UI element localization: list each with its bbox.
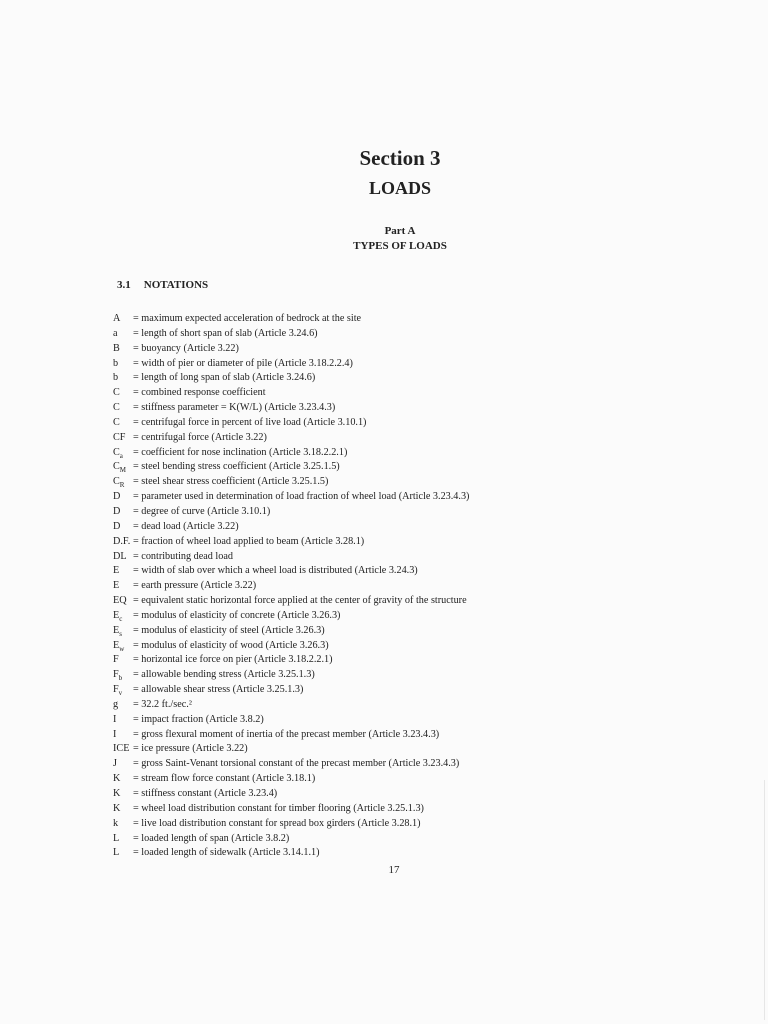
notation-symbol	[113, 594, 133, 609]
notation-definition: = modulus of elasticity of concrete (Article 3.26.3)	[133, 609, 341, 621]
notation-symbol-base: L	[113, 832, 120, 844]
notation-symbol	[113, 653, 133, 668]
notation-row	[113, 357, 633, 372]
subsection-number: 3.1	[117, 279, 131, 291]
notation-symbol-base: CF	[113, 431, 126, 443]
notation-symbol	[113, 668, 133, 683]
notation-definition: = earth pressure (Article 3.22)	[133, 580, 257, 592]
notation-symbol-subscript: s	[119, 629, 122, 638]
section-heading: Section 3	[359, 146, 441, 170]
notation-row	[113, 787, 633, 802]
notation-symbol	[113, 490, 133, 505]
notation-symbol	[113, 802, 133, 817]
notation-definition: = length of short span of slab (Article 3.24.6)	[133, 327, 318, 339]
notation-symbol-base: a	[113, 327, 118, 339]
notation-row	[113, 639, 633, 654]
notation-definition: = buoyancy (Article 3.22)	[133, 342, 239, 354]
notation-symbol-base: EQ	[113, 595, 127, 607]
notation-symbol	[113, 550, 133, 565]
notation-definition: = coefficient for nose inclination (Article 3.18.2.2.1)	[133, 446, 348, 458]
notation-row	[113, 832, 633, 847]
notation-definition: = steel bending stress coefficient (Article 3.25.1.5)	[133, 461, 340, 473]
notation-symbol	[113, 386, 133, 401]
notation-symbol-subscript: a	[119, 451, 123, 460]
notation-symbol	[113, 757, 133, 772]
notation-row	[113, 594, 633, 609]
notation-symbol	[113, 846, 133, 861]
notation-definition: = modulus of elasticity of wood (Article 3.26.3)	[133, 639, 329, 651]
notation-symbol	[113, 698, 133, 713]
notation-definition: = combined response coefficient	[133, 387, 266, 399]
notation-symbol-base: D.F.	[113, 535, 131, 547]
part-label: Part A	[384, 225, 416, 237]
notation-symbol-base: D	[113, 505, 121, 517]
notation-row	[113, 446, 633, 461]
notation-symbol-base: C	[113, 387, 120, 399]
notation-definition: = live load distribution constant for spread box girders (Article 3.28.1)	[133, 817, 421, 829]
notation-symbol-base: g	[113, 698, 119, 710]
notation-symbol	[113, 772, 133, 787]
notation-symbol-base: C	[113, 476, 120, 488]
page-number: 17	[388, 864, 400, 876]
notation-row	[113, 401, 633, 416]
notation-symbol-base: I	[113, 713, 117, 725]
notation-symbol	[113, 535, 133, 550]
notation-definition: = wheel load distribution constant for timber flooring (Article 3.25.1.3)	[133, 802, 424, 814]
notation-row	[113, 490, 633, 505]
notation-symbol-base: E	[113, 639, 120, 651]
notation-definition: = degree of curve (Article 3.10.1)	[133, 505, 271, 517]
notation-definition: = contributing dead load	[133, 550, 233, 562]
notation-definition: = allowable shear stress (Article 3.25.1.3)	[133, 684, 304, 696]
notation-definition: = centrifugal force (Article 3.22)	[133, 431, 267, 443]
notation-symbol-base: K	[113, 802, 121, 814]
notation-symbol	[113, 312, 133, 327]
notation-row	[113, 416, 633, 431]
notation-row	[113, 728, 633, 743]
notation-row	[113, 327, 633, 342]
subsection-heading	[117, 279, 208, 291]
notation-symbol	[113, 475, 133, 490]
notation-symbol	[113, 832, 133, 847]
notation-symbol	[113, 520, 133, 535]
notation-symbol-base: C	[113, 446, 120, 458]
notation-symbol	[113, 401, 133, 416]
notation-symbol	[113, 564, 133, 579]
notation-row	[113, 460, 633, 475]
notation-symbol-base: E	[113, 624, 120, 636]
notation-symbol	[113, 505, 133, 520]
notation-symbol-subscript: R	[119, 481, 125, 490]
notation-symbol	[113, 342, 133, 357]
notation-symbol	[113, 446, 133, 461]
notation-definition: = centrifugal force in percent of live load (Article 3.10.1)	[133, 416, 367, 428]
notation-symbol-base: DL	[113, 550, 127, 562]
notation-row	[113, 342, 633, 357]
notation-row	[113, 579, 633, 594]
notation-definition: = dead load (Article 3.22)	[133, 520, 239, 532]
notation-symbol-base: C	[113, 416, 120, 428]
notation-row	[113, 505, 633, 520]
notation-definition: = gross flexural moment of inertia of the precast member (Article 3.23.4.3)	[133, 728, 440, 740]
notation-symbol	[113, 624, 133, 639]
notation-definition: = steel shear stress coefficient (Article 3.25.1.5)	[133, 476, 329, 488]
notation-symbol-base: F	[113, 654, 119, 666]
notation-row	[113, 757, 633, 772]
notation-symbol-base: b	[113, 372, 119, 384]
notation-symbol-base: E	[113, 580, 120, 592]
notation-row	[113, 683, 633, 698]
notation-row	[113, 386, 633, 401]
notation-symbol-subscript: M	[119, 466, 127, 475]
notation-symbol-base: K	[113, 773, 121, 785]
notation-definition: = modulus of elasticity of steel (Article 3.26.3)	[133, 624, 325, 636]
notation-row	[113, 742, 633, 757]
notation-symbol-subscript: w	[119, 644, 125, 653]
notation-row	[113, 713, 633, 728]
notation-symbol-base: A	[113, 313, 121, 324]
notation-row	[113, 535, 633, 550]
notation-definition: = fraction of wheel load applied to beam (Article 3.28.1)	[133, 535, 365, 547]
notation-symbol-subscript: v	[118, 689, 123, 698]
notation-definition: = stream flow force constant (Article 3.18.1)	[133, 773, 316, 785]
notation-row	[113, 609, 633, 624]
notation-symbol-base: E	[113, 609, 120, 621]
notation-definition: = width of pier or diameter of pile (Article 3.18.2.2.4)	[133, 357, 353, 369]
notation-symbol	[113, 817, 133, 832]
notation-symbol-base: B	[113, 342, 120, 354]
part-title: TYPES OF LOADS	[353, 240, 447, 252]
notation-row	[113, 698, 633, 713]
notation-symbol	[113, 683, 133, 698]
notation-definition: = equivalent static horizontal force applied at the center of gravity of the structure	[133, 595, 467, 607]
notation-definition: = allowable bending stress (Article 3.25.1.3)	[133, 669, 315, 681]
notation-symbol-subscript: c	[119, 614, 123, 623]
notation-symbol-base: I	[113, 728, 117, 740]
notation-row	[113, 802, 633, 817]
notation-symbol-base: C	[113, 402, 120, 414]
notation-definition: = maximum expected acceleration of bedrock at the site	[133, 313, 362, 324]
notation-symbol-base: k	[113, 817, 119, 829]
scan-edge-divider	[764, 780, 765, 1020]
notation-symbol	[113, 371, 133, 386]
notation-row	[113, 312, 633, 327]
notation-row	[113, 550, 633, 565]
notation-row	[113, 371, 633, 386]
notation-definition: = impact fraction (Article 3.8.2)	[133, 713, 264, 725]
notation-symbol-subscript: b	[118, 674, 123, 683]
notation-symbol-base: D	[113, 491, 121, 503]
notation-row	[113, 846, 633, 861]
notation-symbol	[113, 460, 133, 475]
notation-symbol-base: E	[113, 565, 120, 577]
notation-symbol-base: C	[113, 461, 120, 473]
notation-symbol	[113, 787, 133, 802]
notation-row	[113, 653, 633, 668]
notation-row	[113, 564, 633, 579]
notation-symbol	[113, 416, 133, 431]
notation-definition: = 32.2 ft./sec.²	[133, 698, 192, 710]
subsection-title: NOTATIONS	[143, 279, 209, 291]
notation-symbol	[113, 728, 133, 743]
section-title: LOADS	[368, 178, 431, 198]
notation-definition: = stiffness parameter = K(W/L) (Article 3.23.4.3)	[133, 402, 336, 414]
notation-symbol	[113, 609, 133, 624]
notation-definition: = length of long span of slab (Article 3.24.6)	[133, 372, 316, 384]
notation-symbol-base: D	[113, 520, 121, 532]
notation-symbol-base: K	[113, 788, 121, 799]
notation-row	[113, 624, 633, 639]
notation-row	[113, 772, 633, 787]
notation-definition: = horizontal ice force on pier (Article 3.18.2.2.1)	[133, 654, 333, 666]
notation-row	[113, 668, 633, 683]
notation-row	[113, 431, 633, 446]
notation-symbol-base: b	[113, 357, 119, 369]
notation-definition: = ice pressure (Article 3.22)	[133, 743, 248, 755]
notation-symbol	[113, 431, 133, 446]
notation-definition: = stiffness constant (Article 3.23.4)	[133, 788, 278, 799]
notation-symbol-base: L	[113, 847, 120, 859]
notation-list	[113, 312, 633, 861]
notation-definition: = loaded length of span (Article 3.8.2)	[133, 832, 290, 844]
notation-row	[113, 475, 633, 490]
notation-row	[113, 817, 633, 832]
notation-symbol	[113, 579, 133, 594]
notation-symbol-base: J	[113, 758, 117, 770]
notation-definition: = parameter used in determination of load fraction of wheel load (Article 3.23.4.3)	[133, 491, 470, 503]
notation-symbol	[113, 713, 133, 728]
notation-definition: = loaded length of sidewalk (Article 3.14.1.1)	[133, 847, 320, 859]
notation-symbol-base: F	[113, 669, 119, 681]
notation-definition: = width of slab over which a wheel load is distributed (Article 3.24.3)	[133, 565, 418, 577]
notation-row	[113, 520, 633, 535]
notation-symbol-base: F	[113, 684, 119, 696]
notation-symbol	[113, 639, 133, 654]
notation-symbol	[113, 327, 133, 342]
notation-symbol	[113, 357, 133, 372]
notation-definition: = gross Saint-Venant torsional constant of the precast member (Article 3.23.4.3)	[133, 758, 460, 770]
notation-symbol-base: ICE	[113, 743, 130, 755]
notation-symbol	[113, 742, 133, 757]
